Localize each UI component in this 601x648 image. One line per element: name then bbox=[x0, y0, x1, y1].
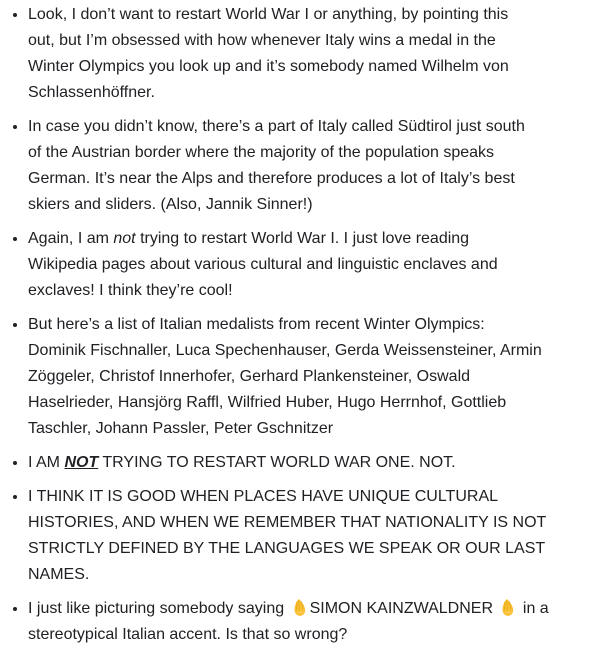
list-item bbox=[28, 312, 601, 442]
text-run: STRICTLY DEFINED BY THE LANGUAGES WE SPEAK OR OUR LAST bbox=[28, 540, 546, 557]
text-run: Again, I am bbox=[28, 230, 114, 247]
text-run: out, but I’m obsessed with how whenever Italy wins a medal in the bbox=[28, 32, 496, 49]
text-run: German. It’s near the Alps and therefore produces a lot of Italy’s best bbox=[28, 170, 515, 187]
text-run: SIMON KAINZWALDNER bbox=[309, 600, 498, 617]
text-run: Winter Olympics you look up and it’s somebody named Wilhelm von bbox=[28, 58, 509, 75]
text-run: stereotypical Italian accent. Is that so wrong? bbox=[28, 626, 348, 643]
list-item bbox=[28, 596, 601, 648]
text-run: NOT bbox=[64, 454, 99, 471]
text-run: I AM bbox=[28, 454, 65, 471]
text-run: Look, I don’t want to restart World War I or anything, by pointing this bbox=[28, 6, 509, 23]
text-run: exclaves! I think they’re cool! bbox=[28, 282, 233, 299]
list-item bbox=[28, 114, 601, 218]
text-run: Schlassenhöffner. bbox=[28, 84, 155, 101]
list-item bbox=[28, 450, 601, 476]
pinched-fingers-emoji bbox=[498, 598, 517, 617]
text-run: Haselrieder, Hansjörg Raffl, Wilfried Huber, Hugo Herrnhof, Gottlieb bbox=[28, 394, 507, 411]
text-run: TRYING TO RESTART WORLD WAR ONE. NOT. bbox=[98, 454, 456, 471]
text-run: Dominik Fischnaller, Luca Spechenhauser, Gerda Weissensteiner, Armin bbox=[28, 342, 542, 359]
text-run: NAMES. bbox=[28, 566, 90, 583]
text-run: Wikipedia pages about various cultural and linguistic enclaves and bbox=[28, 256, 498, 273]
text-run: I just like picturing somebody saying bbox=[28, 600, 289, 617]
text-run: not bbox=[113, 230, 136, 247]
text-run: of the Austrian border where the majority of the population speaks bbox=[28, 144, 495, 161]
text-run: HISTORIES, AND WHEN WE REMEMBER THAT NATIONALITY IS NOT bbox=[28, 514, 547, 531]
text-run: In case you didn’t know, there’s a part of Italy called Südtirol just south bbox=[28, 118, 525, 135]
text-run: But here’s a list of Italian medalists from recent Winter Olympics: bbox=[28, 316, 485, 333]
bullet-list bbox=[0, 2, 601, 648]
text-run: skiers and sliders. (Also, Jannik Sinner!) bbox=[28, 196, 313, 213]
text-run: trying to restart World War I. I just love reading bbox=[135, 230, 470, 247]
text-run: Zöggeler, Christof Innerhofer, Gerhard Plankensteiner, Oswald bbox=[28, 368, 471, 385]
list-item bbox=[28, 484, 601, 588]
pinched-fingers-emoji bbox=[290, 598, 309, 617]
list-item bbox=[28, 226, 601, 304]
text-run: I THINK IT IS GOOD WHEN PLACES HAVE UNIQUE CULTURAL bbox=[28, 488, 499, 505]
text-run: Taschler, Johann Passler, Peter Gschnitzer bbox=[28, 420, 334, 437]
list-item bbox=[28, 2, 601, 106]
text-run: in a bbox=[518, 600, 549, 617]
